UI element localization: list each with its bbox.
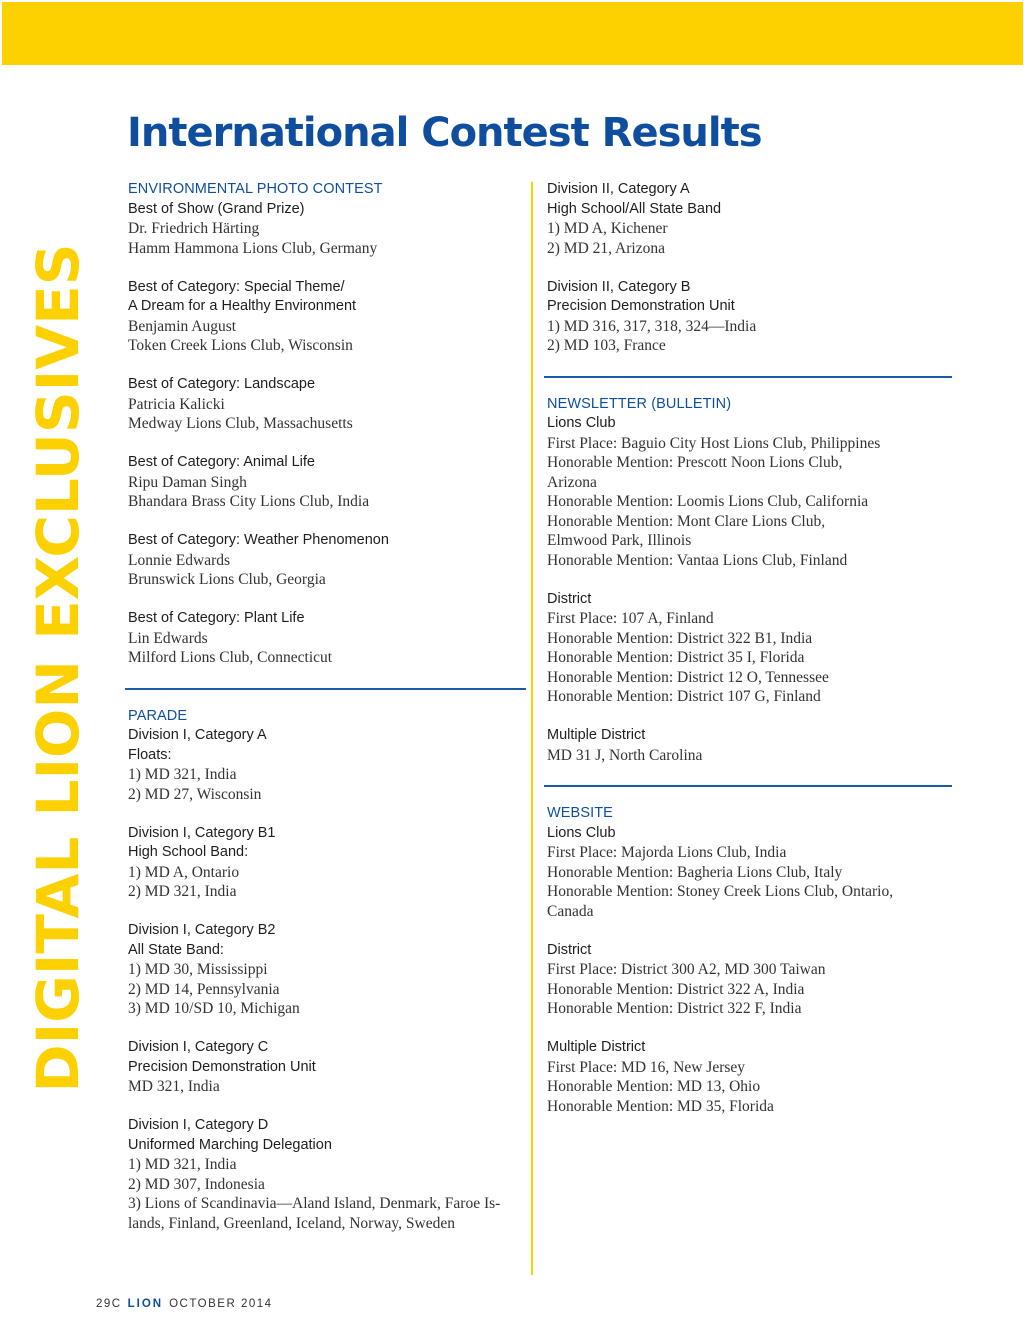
award-category: All State Band: — [128, 941, 224, 958]
award-entry — [128, 200, 523, 259]
award-winner: Milford Lions Club, Connecticut — [128, 649, 333, 666]
award-category: Best of Category: Special Theme/ — [128, 278, 345, 295]
section-rule — [125, 688, 526, 690]
award-winner: lands, Finland, Greenland, Iceland, Norway, Sweden — [128, 1214, 455, 1232]
right-column — [547, 180, 947, 1116]
contest-section — [547, 395, 947, 766]
award-entry — [128, 453, 523, 512]
award-winner: Honorable Mention: District 322 A, India — [547, 980, 805, 998]
award-winner: 3) Lions of Scandinavia—Aland Island, Denmark, Faroe Is- — [128, 1195, 501, 1212]
award-winner: Elmwood Park, Illinois — [547, 532, 692, 549]
contest-section — [128, 180, 523, 668]
award-winner: 1) MD A, Ontario — [128, 863, 240, 881]
magazine-name: LION — [127, 1298, 164, 1310]
award-entry — [128, 278, 523, 356]
award-entry — [128, 824, 523, 902]
award-winner: Honorable Mention: Mont Clare Lions Club, — [547, 512, 826, 530]
award-category: Best of Category: Weather Phenomenon — [128, 532, 389, 548]
award-winner: Brunswick Lions Club, Georgia — [128, 571, 326, 588]
award-winner: Ripu Daman Singh — [128, 473, 247, 491]
award-winner: First Place: MD 16, New Jersey — [547, 1058, 746, 1076]
award-winner: Medway Lions Club, Massachusetts — [128, 415, 353, 432]
award-winner: Honorable Mention: Bagheria Lions Club, Italy — [547, 863, 843, 881]
award-winner: Lonnie Edwards — [128, 551, 231, 569]
section-title: NEWSLETTER (BULLETIN) — [547, 395, 732, 412]
award-winner: Honorable Mention: District 322 F, India — [547, 1000, 802, 1017]
award-winner: First Place: Majorda Lions Club, India — [547, 844, 787, 861]
award-entry — [128, 921, 523, 1019]
award-category: Best of Category: Plant Life — [128, 610, 305, 626]
award-winner: Honorable Mention: MD 13, Ohio — [547, 1078, 761, 1095]
award-winner: Benjamin August — [128, 317, 237, 335]
contest-section — [547, 804, 947, 1116]
award-entry — [128, 726, 523, 804]
award-category: Precision Demonstration Unit — [128, 1058, 316, 1075]
award-category: Division II, Category B — [547, 278, 691, 295]
award-entry — [547, 726, 947, 765]
award-winner: 2) MD 307, Indonesia — [128, 1175, 265, 1193]
award-winner: MD 31 J, North Carolina — [547, 746, 703, 764]
award-category: Division I, Category D — [128, 1117, 269, 1133]
award-winner: Honorable Mention: Stoney Creek Lions Club, Ontario, — [547, 883, 894, 900]
award-winner: 1) MD A, Kichener — [547, 220, 668, 237]
issue-date: OCTOBER 2014 — [169, 1298, 273, 1310]
award-winner: First Place: District 300 A2, MD 300 Taiwan — [547, 961, 826, 978]
award-entry — [128, 1116, 523, 1233]
award-winner: 1) MD 316, 317, 318, 324—India — [547, 317, 757, 335]
page-footer — [96, 1298, 273, 1310]
award-winner: Honorable Mention: District 107 G, Finland — [547, 688, 821, 705]
contest-section — [128, 707, 523, 1234]
award-entry — [128, 1038, 523, 1097]
award-category: District — [547, 590, 592, 607]
award-winner: MD 321, India — [128, 1078, 220, 1095]
award-winner: Patricia Kalicki — [128, 395, 225, 413]
award-winner: First Place: Baguio City Host Lions Club, Philippines — [547, 434, 881, 452]
award-category: District — [547, 941, 592, 958]
award-winner: 1) MD 30, Mississippi — [128, 961, 268, 978]
section-title: ENVIRONMENTAL PHOTO CONTEST — [128, 181, 383, 197]
award-winner: Honorable Mention: Loomis Lions Club, California — [547, 493, 869, 510]
award-winner: Honorable Mention: District 35 I, Florida — [547, 649, 805, 666]
page-number: 29C — [96, 1298, 122, 1310]
award-winner: Arizona — [547, 473, 597, 491]
award-entry — [547, 180, 947, 258]
award-category: Division I, Category A — [128, 727, 267, 743]
award-winner: First Place: 107 A, Finland — [547, 610, 714, 627]
award-category: Division II, Category A — [547, 181, 690, 197]
award-entry — [547, 941, 947, 1019]
award-entry — [547, 590, 947, 707]
award-winner: Honorable Mention: Vantaa Lions Club, Finland — [547, 551, 848, 569]
award-winner: 3) MD 10/SD 10, Michigan — [128, 1000, 300, 1017]
award-winner: 2) MD 27, Wisconsin — [128, 785, 262, 803]
award-category: Precision Demonstration Unit — [547, 298, 735, 314]
left-column — [128, 180, 523, 1233]
award-category: Best of Show (Grand Prize) — [128, 200, 305, 217]
column-divider — [531, 182, 533, 1275]
section-title: PARADE — [128, 707, 188, 724]
award-category: Floats: — [128, 746, 172, 763]
award-winner: 2) MD 14, Pennsylvania — [128, 980, 280, 998]
award-entry — [128, 375, 523, 434]
award-entry — [547, 278, 947, 356]
top-color-band — [2, 2, 1023, 65]
award-category: Best of Category: Animal Life — [128, 454, 315, 470]
section-rule — [544, 376, 952, 378]
contest-section — [547, 180, 947, 356]
award-category: Uniformed Marching Delegation — [128, 1136, 332, 1153]
award-category: Lions Club — [547, 824, 616, 841]
award-category: Multiple District — [547, 727, 646, 743]
award-winner: Honorable Mention: District 322 B1, India — [547, 629, 813, 647]
award-category: Multiple District — [547, 1039, 646, 1055]
award-winner: Lin Edwards — [128, 629, 208, 647]
award-winner: Canada — [547, 902, 594, 920]
award-winner: Token Creek Lions Club, Wisconsin — [128, 337, 353, 354]
award-winner: 2) MD 103, France — [547, 337, 666, 354]
award-winner: 1) MD 321, India — [128, 1156, 237, 1173]
award-winner: Honorable Mention: District 12 O, Tennessee — [547, 668, 829, 686]
award-winner: 2) MD 21, Arizona — [547, 239, 665, 257]
award-winner: Honorable Mention: Prescott Noon Lions Club, — [547, 454, 843, 471]
award-winner: Bhandara Brass City Lions Club, India — [128, 493, 370, 510]
award-category: Division I, Category B2 — [128, 922, 276, 938]
award-winner: Dr. Friedrich Härting — [128, 220, 260, 237]
award-category: A Dream for a Healthy Environment — [128, 298, 357, 314]
award-entry — [547, 414, 947, 570]
award-entry — [547, 824, 947, 922]
award-entry — [128, 609, 523, 668]
vertical-section-label: DIGITAL LION EXCLUSIVES — [24, 243, 92, 1093]
award-category: Division I, Category B1 — [128, 824, 276, 841]
award-winner: 1) MD 321, India — [128, 766, 237, 783]
section-title: WEBSITE — [547, 805, 613, 821]
award-entry — [547, 1038, 947, 1116]
page-title: International Contest Results — [127, 110, 762, 156]
award-category: Best of Category: Landscape — [128, 376, 316, 392]
award-winner: 2) MD 321, India — [128, 883, 237, 900]
section-rule — [544, 785, 952, 787]
award-category: Division I, Category C — [128, 1039, 269, 1055]
award-category: High School/All State Band — [547, 200, 722, 217]
award-entry — [128, 531, 523, 590]
award-category: High School Band: — [128, 844, 249, 860]
award-winner: Hamm Hammona Lions Club, Germany — [128, 239, 378, 257]
award-category: Lions Club — [547, 415, 616, 431]
award-winner: Honorable Mention: MD 35, Florida — [547, 1097, 774, 1115]
